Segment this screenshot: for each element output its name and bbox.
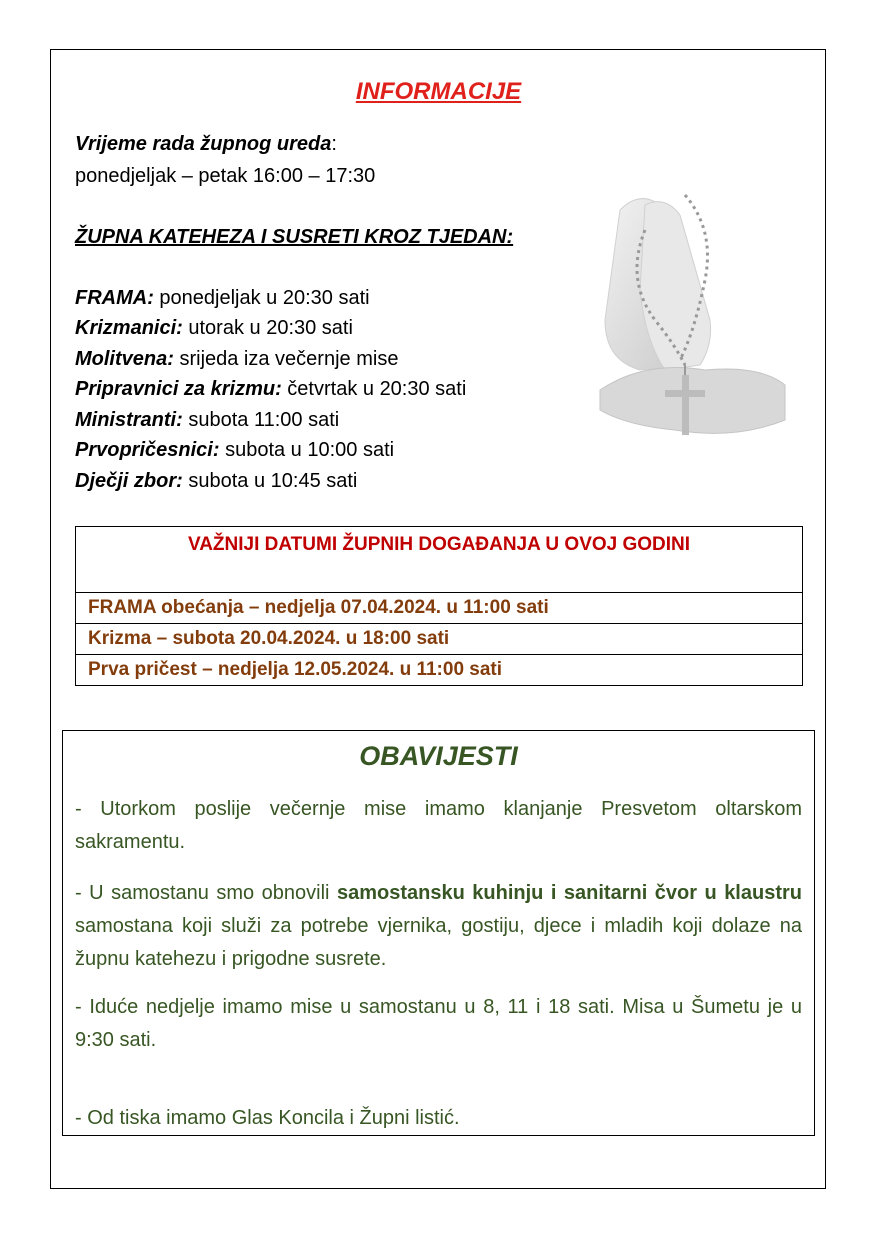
dates-header: VAŽNIJI DATUMI ŽUPNIH DOGAĐANJA U OVOJ GODINI: [76, 527, 803, 593]
date-row: FRAMA obećanja – nedjelja 07.04.2024. u 11:00 sati: [76, 593, 803, 624]
office-label: Vrijeme rada župnog ureda: [75, 133, 332, 155]
praying-hands-rosary-icon: [585, 170, 800, 445]
schedule-item: Prvopričesnici: subota u 10:00 sati: [75, 439, 395, 461]
date-row: Prva pričest – nedjelja 12.05.2024. u 11:00 sati: [76, 655, 803, 686]
schedule-item: FRAMA: ponedjeljak u 20:30 sati: [75, 287, 370, 309]
catechesis-header: ŽUPNA KATEHEZA I SUSRETI KROZ TJEDAN:: [75, 226, 514, 248]
schedule-item: Dječji zbor: subota u 10:45 sati: [75, 470, 358, 492]
notice-paragraph: - Utorkom poslije večernje mise imamo klanjanje Presvetom oltarskom sakramentu.: [75, 798, 802, 853]
schedule-item: Krizmanici: utorak u 20:30 sati: [75, 317, 353, 339]
notice-paragraph: - Iduće nedjelje imamo mise u samostanu u 8, 11 i 18 sati. Misa u Šumetu je u 9:30 sati.: [75, 996, 802, 1051]
schedule-item: Ministranti: subota 11:00 sati: [75, 409, 340, 431]
notice-paragraph: - Od tiska imamo Glas Koncila i Župni listić.: [75, 1107, 460, 1129]
notices-title: OBAVIJESTI: [359, 741, 518, 771]
schedule-item: Molitvena: srijeda iza večernje mise: [75, 348, 399, 370]
important-dates-table: [75, 526, 803, 686]
notices-box: [62, 730, 815, 1136]
notice-paragraph: - U samostanu smo obnovili samostansku kuhinju i sanitarni čvor u klaustru samostana koji služi za potrebe vjernika, gostiju, djece i mladih koji dolaze na župnu katehezu i prigodne susrete.: [75, 882, 802, 970]
office-hours-value: ponedjeljak – petak 16:00 – 17:30: [75, 165, 376, 187]
office-hours-label: Vrijeme rada župnog ureda:: [75, 133, 337, 155]
page-title: INFORMACIJE: [355, 78, 522, 105]
date-row: Krizma – subota 20.04.2024. u 18:00 sati: [76, 624, 803, 655]
schedule-item: Pripravnici za krizmu: četvrtak u 20:30 sati: [75, 378, 467, 400]
